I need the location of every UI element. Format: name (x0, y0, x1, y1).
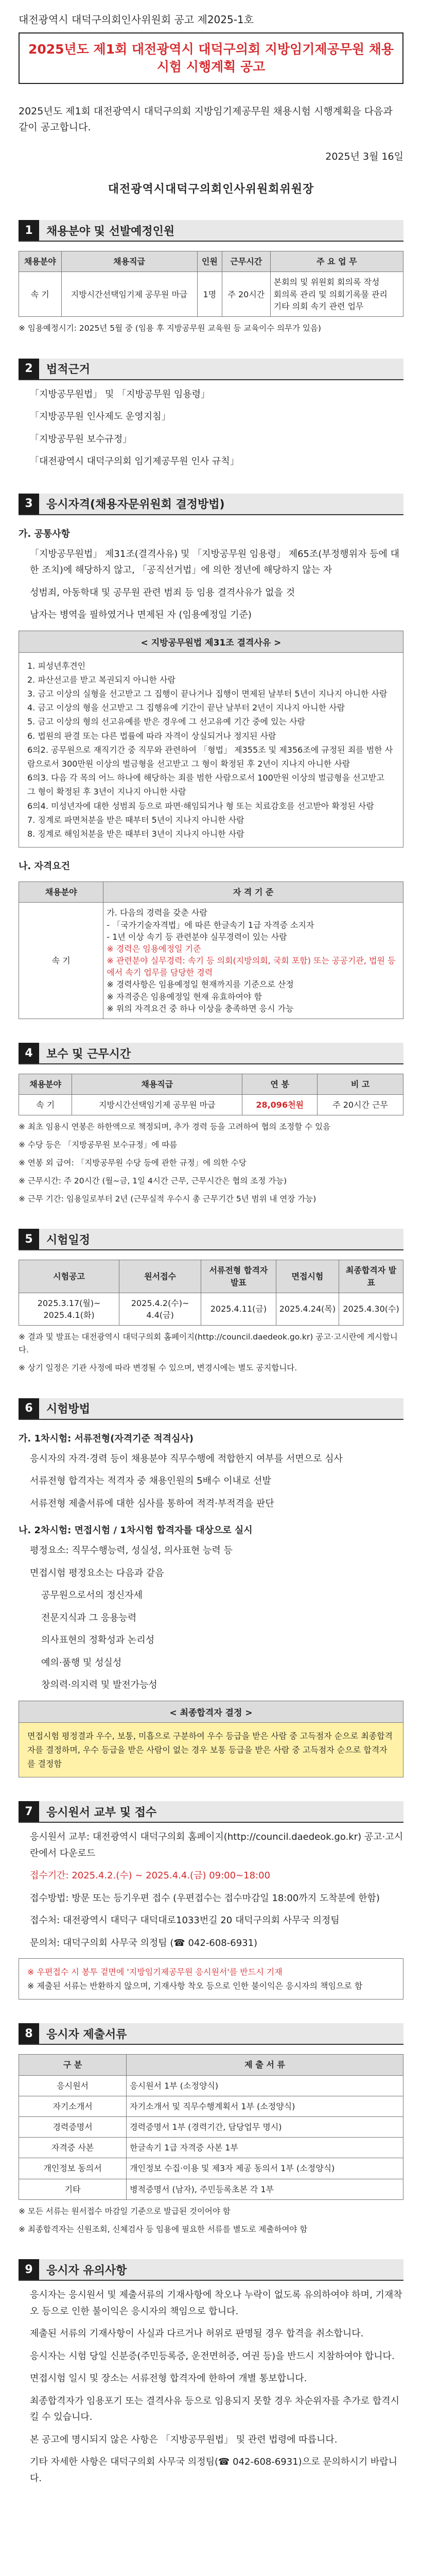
law-item: 「지방공무원 인사제도 운영지침」 (30, 411, 171, 422)
section-title: 응시자 유의사항 (39, 2259, 403, 2280)
cell-grade: 지방시간선택임기제 공무원 마급 (61, 272, 197, 317)
table-header: 채용직급 (72, 1074, 242, 1095)
duty-item: 기타 의회 속기 관련 업무 (273, 301, 364, 311)
section-number: 9 (19, 2259, 39, 2280)
application-text: 문의처: 대덕구의회 사무국 의정팀 (☎ 042-608-6931) (30, 1937, 258, 1948)
note: ※ 모든 서류는 원서접수 마감일 기준으로 발급된 것이어야 함 (19, 2206, 231, 2216)
cell-kind: 기타 (19, 2179, 127, 2199)
application-text: 응시원서 교부: 대전광역시 대덕구의회 홈페이지(http://council.daedeok.go.kr) 공고·고시란에서 다운로드 (30, 1832, 403, 1859)
section-header-2 (19, 359, 403, 380)
table-header: 채용직급 (61, 251, 197, 272)
cell-date: 2025.4.11(금) (201, 1293, 276, 1325)
table-header: 자 격 기 준 (103, 882, 403, 903)
section-title: 응시원서 교부 및 접수 (39, 1801, 403, 1822)
cell-remark: 주 20시간 근무 (318, 1095, 403, 1115)
section-number: 4 (19, 1043, 39, 1063)
table-row (19, 2179, 403, 2199)
box-body (19, 653, 403, 847)
note: ※ 근무 기간: 임용일로부터 2년 (근무실적 우수시 총 근무기간 5년 범위 내 연장 가능) (19, 1194, 316, 1204)
cell-doc: 경력증명서 1부 (경력기간, 담당업무 명시) (127, 2117, 403, 2138)
table-row (19, 903, 403, 1019)
method-item: 공무원으로서의 정신자세 (41, 1590, 143, 1601)
box-line: 4. 금고 이상의 형을 선고받고 그 집행유예 기간이 끝난 날부터 2년이 지나지 아니한 사람 (27, 703, 345, 713)
title-box (19, 32, 403, 84)
note: ※ 임용예정시기: 2025년 5월 중 (임용 후 지방공무원 교육원 등 교육이수 의무가 있음) (19, 323, 321, 333)
note: ※ 근무시간: 주 20시간 (월~금, 1일 4시간 근무, 근무시간은 협의 조정 가능) (19, 1176, 287, 1185)
section-title: 보수 및 근무시간 (39, 1043, 403, 1063)
box-line: 6. 법원의 판결 또는 다른 법률에 따라 자격이 상실되거나 정지된 사람 (27, 731, 276, 741)
cell-date: 2025.3.17(월)~ 2025.4.1(화) (19, 1293, 119, 1325)
cell-doc: 자기소개서 및 직무수행계획서 1부 (소정양식) (127, 2096, 403, 2116)
table-header: 채용분야 (19, 882, 103, 903)
table-header: 비 고 (318, 1074, 403, 1095)
cell-doc: 개인정보 수집·이용 및 제3자 제공 동의서 1부 (소정양식) (127, 2158, 403, 2179)
table-header: 주 요 업 무 (270, 251, 403, 272)
section-number: 3 (19, 494, 39, 514)
box-body: 면접시험 평정결과 우수, 보통, 미흡으로 구분하여 우수 등급을 받은 사람 중 고득점자 순으로 최종합격자를 결정하며, 우수 등급을 받은 사람이 없는 경우 보통 등급을 받은 사람 중 고득점자 순으로 합격자를 결정함 (19, 1723, 403, 1777)
law-item: 「대전광역시 대덕구의회 임기제공무원 인사 규칙」 (30, 456, 239, 467)
section-number: 1 (19, 220, 39, 241)
cell-duties (270, 272, 403, 317)
application-note-box (19, 1958, 403, 1999)
box-title: < 최종합격자 결정 > (19, 1701, 403, 1723)
cell-hours: 주 20시간 (222, 272, 271, 317)
caution-text: 제출된 서류의 기재사항이 사실과 다르거나 허위로 판명될 경우 합격을 취소합니다. (30, 2328, 364, 2340)
criteria-note: ※ 관련분야 실무경력: 속기 등 의회(지방의회, 국회 포함) 또는 공공기관, 법원 등에서 속기 업무를 담당한 경력 (107, 956, 396, 978)
section-title: 법적근거 (39, 359, 403, 379)
cell-kind: 자격증 사본 (19, 2138, 127, 2158)
table-header: 원서접수 (119, 1260, 201, 1293)
cell-date: 2025.4.2(수)~ 4.4(금) (119, 1293, 201, 1325)
table-row (19, 2158, 403, 2179)
note: ※ 최종합격자는 신원조회, 신체검사 등 임용에 필요한 서류를 별도로 제출하여야 함 (19, 2224, 308, 2234)
section-number: 2 (19, 359, 39, 379)
law-item: 「지방공무원 보수규정」 (30, 433, 132, 445)
box-line: 7. 징계로 파면처분을 받은 때부터 5년이 지나지 아니한 사람 (27, 815, 244, 825)
law-item: 「지방공무원법」 및 「지방공무원 임용령」 (30, 388, 210, 400)
box-title: < 지방공무원법 제31조 결격사유 > (19, 631, 403, 653)
method-text: 응시자의 자격·경력 등이 채용분야 직무수행에 적합한지 여부를 서면으로 심사 (30, 1453, 343, 1464)
caution-text: 기타 자세한 사항은 대덕구의회 사무국 의정팀(☎ 042-608-6931)으로 문의하시기 바랍니다. (30, 2456, 397, 2484)
note: ※ 최초 임용시 연봉은 하한액으로 책정되며, 추가 경력 등을 고려하여 협의 조정할 수 있음 (19, 1122, 331, 1132)
table-header: 구 분 (19, 2055, 127, 2075)
method-item: 예의·품행 및 성실성 (41, 1657, 122, 1668)
subsection-title: 가. 1차시험: 서류전형(자격기준 적격심사) (19, 1433, 194, 1444)
cell-criteria (103, 903, 403, 1019)
duty-item: 본회의 및 위원회 회의록 작성 (273, 277, 380, 287)
box-line: 3. 금고 이상의 실형을 선고받고 그 집행이 끝나거나 집행이 면제된 날부터 5년이 지나지 아니한 사람 (27, 689, 388, 699)
method-text: 서류전형 합격자는 적격자 중 채용인원의 5배수 이내로 선발 (30, 1476, 271, 1487)
table-header: 채용분야 (19, 251, 62, 272)
section-title: 시험방법 (39, 1398, 403, 1419)
box-line: 8. 징계로 해임처분을 받은 때부터 3년이 지나지 아니한 사람 (27, 828, 244, 839)
section-title: 채용분야 및 선발예정인원 (39, 220, 403, 241)
issuer: 대전광역시대덕구의회인사위원회위원장 (108, 183, 314, 196)
method-item: 창의력·의지력 및 발전가능성 (41, 1680, 157, 1691)
section-number: 8 (19, 2023, 39, 2044)
final-decision-box (19, 1701, 403, 1778)
section-header-5 (19, 1229, 403, 1250)
section-title: 응시자 제출서류 (39, 2023, 403, 2044)
criteria-line: - 1년 이상 속기 등 관련분야 실무경력이 있는 사람 (107, 931, 287, 942)
note: ※ 결과 및 발표는 대전광역시 대덕구의회 홈페이지(http://council.daedeok.go.kr) 공고·고시란에 게시합니다. (19, 1332, 398, 1354)
table-header: 근무시간 (222, 251, 271, 272)
box-line: 6의2. 공무원으로 재직기간 중 직무와 관련하여 「형법」 제355조 및 제356조에 규정된 죄를 범한 사람으로서 300만원 이상의 벌금형을 선고받고 그 형이 확정된 후 2년이 지나지 아니한 사람 (27, 744, 393, 769)
method-text: 평정요소: 직무수행능력, 성실성, 의사표현 능력 등 (30, 1545, 233, 1556)
caution-text: 본 공고에 명시되지 않은 사항은 「지방공무원법」 및 관련 법령에 따릅니다. (30, 2434, 338, 2445)
application-text: 접수처: 대전광역시 대덕구 대덕대로1033번길 20 대덕구의회 사무국 의정팀 (30, 1915, 340, 1926)
section-header-8 (19, 2023, 403, 2045)
section-header-6 (19, 1398, 403, 1420)
table-header: 최종합격자 발표 (339, 1260, 403, 1293)
requirement-text: 성범죄, 아동학대 및 공무원 관련 범죄 등 임용 결격사유가 없을 것 (30, 587, 295, 598)
table-header: 시험공고 (19, 1260, 119, 1293)
table-row (19, 1095, 403, 1115)
subsection-title: 가. 공통사항 (19, 528, 71, 539)
section-number: 5 (19, 1229, 39, 1249)
subsection-title: 나. 자격요건 (19, 861, 71, 872)
disqualification-box (19, 631, 403, 848)
box-line: ※ 제출된 서류는 반환하지 않으며, 기재사항 착오 등으로 인한 불이익은 응시자의 책임으로 함 (27, 1981, 363, 1991)
box-line: 5. 금고 이상의 형의 선고유예를 받은 경우에 그 선고유예 기간 중에 있는 사람 (27, 717, 305, 727)
criteria-line: - 「국가기술자격법」에 따른 한글속기 1급 자격증 소지자 (107, 920, 314, 930)
schedule-table (19, 1260, 403, 1326)
table-header: 제 출 서 류 (127, 2055, 403, 2075)
table-row (19, 2117, 403, 2138)
criteria-note: ※ 자격증은 임용예정일 현재 유효하여야 함 (107, 991, 262, 1002)
box-line: 2. 파산선고를 받고 복권되지 아니한 사람 (27, 674, 175, 685)
method-text: 면접시험 평정요소는 다음과 같음 (30, 1567, 164, 1579)
announcement-number: 대전광역시 대덕구의회인사위원회 공고 제2025-1호 (19, 13, 254, 26)
cell-grade: 지방시간선택임기제 공무원 마급 (72, 1095, 242, 1115)
method-text: 서류전형 제출서류에 대한 심사를 통하여 적격·부적격을 판단 (30, 1498, 274, 1509)
section-header-1 (19, 220, 403, 242)
caution-text: 면접시험 일시 및 장소는 서류전형 합격자에 한하여 개별 통보합니다. (30, 2373, 307, 2384)
subsection-title: 나. 2차시험: 면접시험 / 1차시험 합격자를 대상으로 실시 (19, 1525, 253, 1536)
cell-date: 2025.4.30(수) (339, 1293, 403, 1325)
cell-doc: 병적증명서 (남자), 주민등록초본 각 1부 (127, 2179, 403, 2199)
application-text: 접수기간: 2025.4.2.(수) ~ 2025.4.4.(금) 09:00~18:00 (30, 1870, 271, 1882)
box-line: ※ 우편접수 시 봉투 겉면에 '지방임기제공무원 응시원서'를 반드시 기재 (27, 1967, 283, 1977)
note: ※ 연봉 외 급여: 「지방공무원 수당 등에 관한 규정」에 의한 수당 (19, 1158, 247, 1168)
cell-doc: 한글속기 1급 자격증 사본 1부 (127, 2138, 403, 2158)
table-header: 서류전형 합격자 발표 (201, 1260, 276, 1293)
section-header-4 (19, 1043, 403, 1064)
criteria-note: ※ 위의 자격요건 중 하나 이상을 충족하면 응시 가능 (107, 1003, 294, 1013)
section-number: 6 (19, 1398, 39, 1419)
box-line: 1. 피성년후견인 (27, 660, 86, 671)
table-header: 채용분야 (19, 1074, 72, 1095)
cell-kind: 자기소개서 (19, 2096, 127, 2116)
cell-kind: 개인정보 동의서 (19, 2158, 127, 2179)
requirement-text: 「지방공무원법」 제31조(결격사유) 및 「지방공무원 임용령」 제65조(부정행위자 등에 대한 조치)에 해당하지 않고, 「공직선거법」에 의한 정년에 해당하지 않는 자 (30, 548, 399, 576)
cell-kind: 응시원서 (19, 2075, 127, 2096)
cell-field: 속 기 (19, 272, 62, 317)
cell-field: 속 기 (19, 1095, 72, 1115)
table-row (19, 2138, 403, 2158)
documents-table (19, 2054, 403, 2199)
section-header-7 (19, 1801, 403, 1823)
caution-text: 응시자는 시험 당일 신분증(주민등록증, 운전면허증, 여권 등)을 반드시 지참하여야 합니다. (30, 2350, 395, 2362)
table-header: 면접시험 (276, 1260, 339, 1293)
document-title: 2025년도 제1회 대전광역시 대덕구의회 지방임기제공무원 채용시험 시행계획 공고 (28, 42, 394, 74)
method-item: 전문지식과 그 응용능력 (41, 1612, 137, 1623)
section-header-3 (19, 494, 403, 515)
section-number: 7 (19, 1801, 39, 1822)
cell-count: 1명 (197, 272, 222, 317)
qualification-table (19, 882, 403, 1019)
box-line: 6의4. 미성년자에 대한 성범죄 등으로 파면·해임되거나 형 또는 치료감호를 선고받아 확정된 사람 (27, 801, 374, 811)
box-line: 6의3. 다음 각 목의 어느 하나에 해당하는 죄를 범한 사람으로서 100만원 이상의 벌금형을 선고받고 그 형이 확정된 후 3년이 지나지 아니한 사람 (27, 773, 384, 797)
note: ※ 수당 등은 「지방공무원 보수규정」에 따름 (19, 1140, 178, 1150)
table-row (19, 272, 403, 317)
box-body (19, 1959, 403, 1999)
announcement-date: 2025년 3월 16일 (325, 151, 403, 163)
table-row (19, 2075, 403, 2096)
caution-text: 응시자는 응시원서 및 제출서류의 기재사항에 착오나 누락이 없도록 유의하여야 하며, 기재착오 등으로 인한 불이익은 응시자의 책임으로 합니다. (30, 2290, 402, 2317)
table-row (19, 2096, 403, 2116)
cell-doc: 응시원서 1부 (소정양식) (127, 2075, 403, 2096)
table-row (19, 1293, 403, 1325)
cell-kind: 경력증명서 (19, 2117, 127, 2138)
cell-salary: 28,096천원 (242, 1095, 318, 1115)
cell-field: 속 기 (19, 903, 103, 1019)
table-header: 연 봉 (242, 1074, 318, 1095)
caution-text: 최종합격자가 임용포기 또는 결격사유 등으로 임용되지 못할 경우 차순위자를 추가로 합격시킬 수 있습니다. (30, 2395, 399, 2423)
table-header: 인원 (197, 251, 222, 272)
application-text: 접수방법: 방문 또는 등기우편 접수 (우편접수는 접수마감일 18:00까지 도착분에 한함) (30, 1892, 380, 1904)
salary-table (19, 1074, 403, 1115)
cell-date: 2025.4.24(목) (276, 1293, 339, 1325)
intro-text: 2025년도 제1회 대전광역시 대덕구의회 지방임기제공무원 채용시험 시행계획을 다음과 같이 공고합니다. (19, 105, 393, 133)
criteria-note: ※ 경력사항은 임용예정일 현재까지를 기준으로 산정 (107, 979, 294, 990)
criteria-line: 가. 다음의 경력을 갖춘 사람 (107, 908, 207, 918)
section-title: 응시자격(채용자문위원회 결정방법) (39, 494, 403, 514)
section-header-9 (19, 2259, 403, 2281)
recruitment-table (19, 251, 403, 317)
method-item: 의사표현의 정확성과 논리성 (41, 1635, 155, 1646)
requirement-text: 남자는 병역을 필하였거나 면제된 자 (임용예정일 기준) (30, 609, 252, 621)
criteria-line: ※ 경력은 임용예정일 기준 (107, 943, 201, 954)
duty-item: 회의록 관리 및 의회기록물 관리 (273, 289, 388, 299)
section-title: 시험일정 (39, 1229, 403, 1249)
note: ※ 상기 일정은 기관 사정에 따라 변경될 수 있으며, 변경시에는 별도 공지합니다. (19, 1363, 297, 1372)
